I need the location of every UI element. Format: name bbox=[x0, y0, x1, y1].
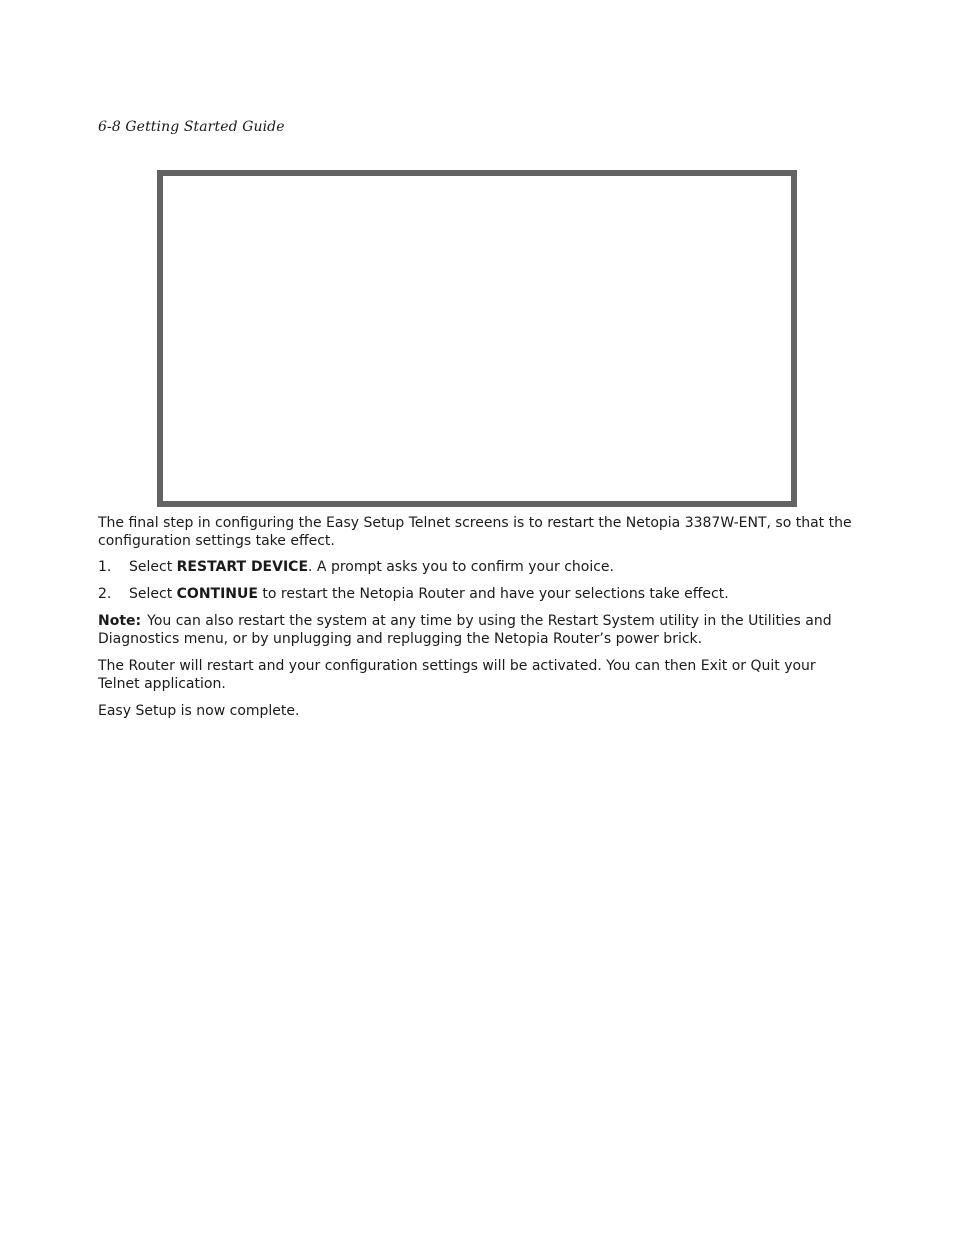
step-number: 1. bbox=[98, 559, 112, 575]
step-prefix: Select bbox=[129, 559, 177, 575]
note-label: Note: bbox=[98, 613, 142, 629]
note-text: You can also restart the system at any time by using the Restart System utility in the Utilities and Diagnostics menu, or by unplugging and replugging the Netopia Router’s power brick. bbox=[98, 613, 832, 647]
step-item-2 bbox=[98, 585, 858, 603]
step-prefix: Select bbox=[129, 586, 177, 602]
step-text bbox=[129, 558, 614, 576]
step-number: 2. bbox=[98, 586, 112, 602]
step-suffix: . A prompt asks you to confirm your choice. bbox=[308, 559, 614, 575]
running-header: 6-8 Getting Started Guide bbox=[98, 119, 285, 135]
complete-paragraph: Easy Setup is now complete. bbox=[98, 703, 300, 719]
step-text bbox=[129, 585, 729, 603]
body-text bbox=[98, 514, 858, 720]
intro-paragraph: The final step in configuring the Easy Setup Telnet screens is to restart the Netopia 3387W-ENT, so that the configuration settings take effect. bbox=[98, 515, 852, 549]
step-command: CONTINUE bbox=[176, 586, 258, 602]
step-item-1 bbox=[98, 558, 858, 576]
note-paragraph bbox=[98, 612, 858, 648]
step-command: RESTART DEVICE bbox=[176, 559, 309, 575]
restart-paragraph: The Router will restart and your configuration settings will be activated. You can then Exit or Quit your Telnet application. bbox=[98, 658, 816, 692]
step-suffix: to restart the Netopia Router and have your selections take effect. bbox=[257, 586, 729, 602]
screenshot-frame bbox=[157, 170, 797, 507]
